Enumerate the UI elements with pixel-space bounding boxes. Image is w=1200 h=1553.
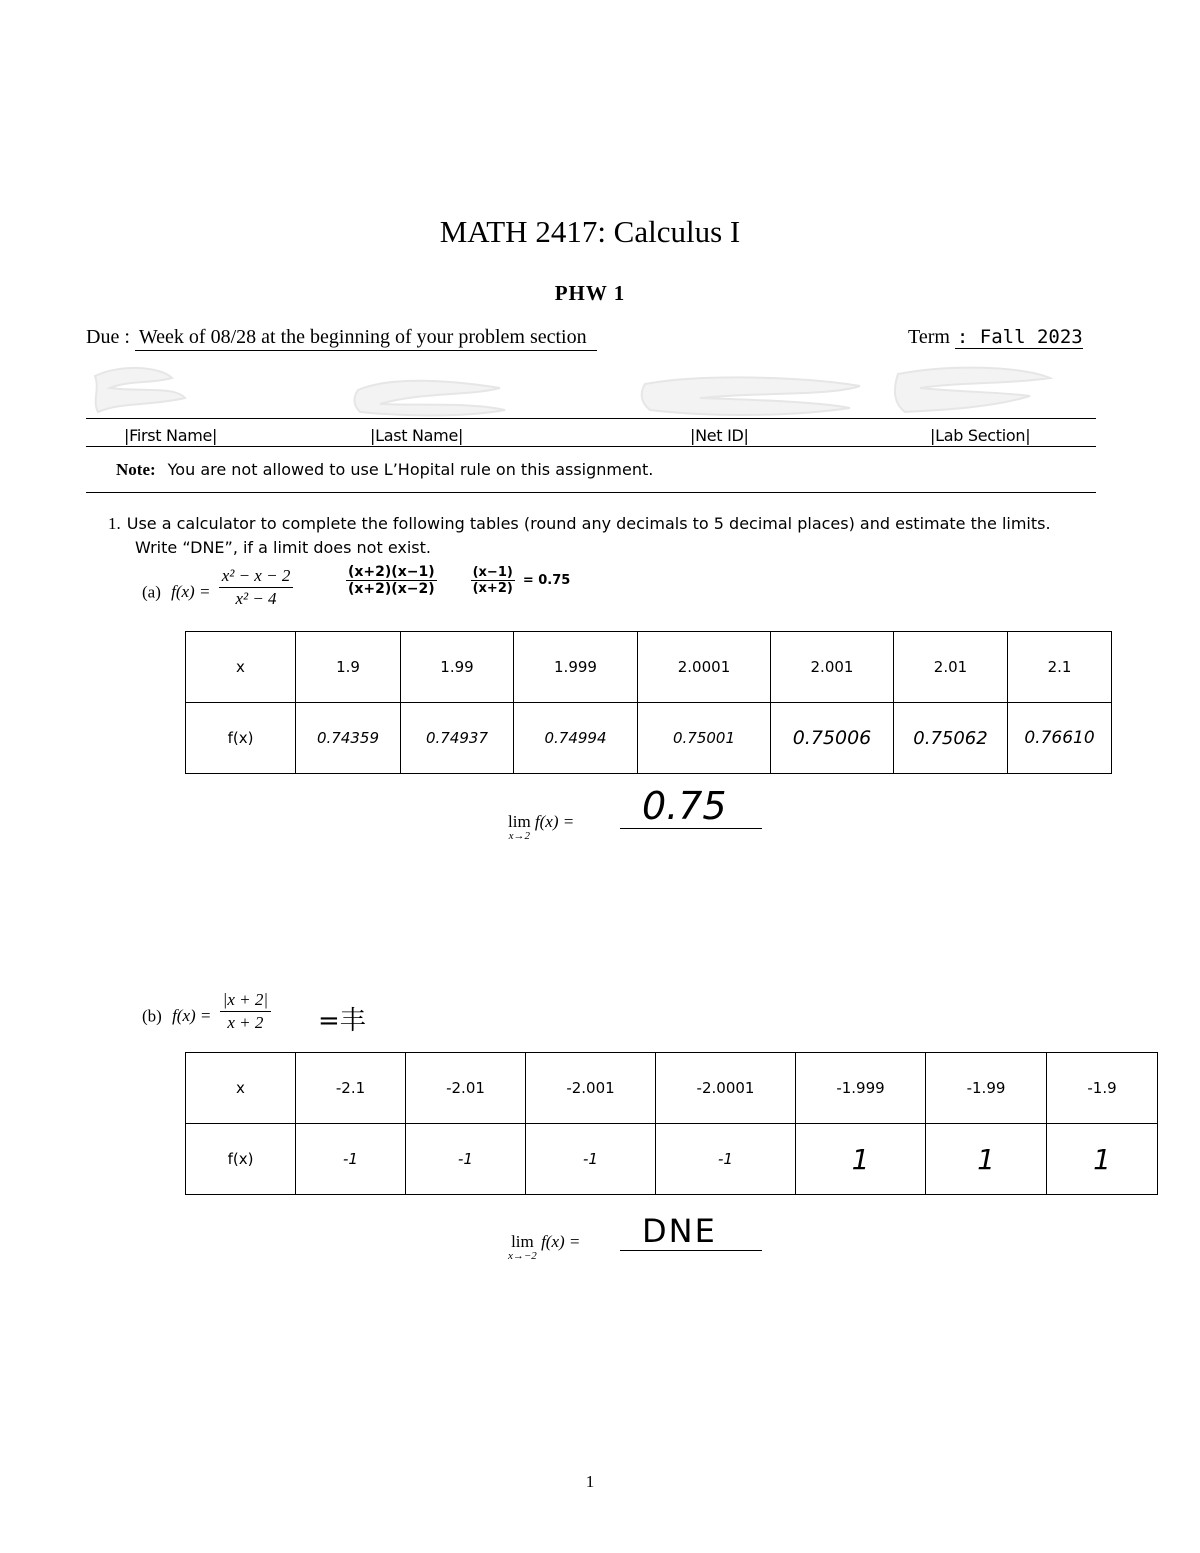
limit-expression: f(x) =	[534, 812, 575, 831]
fx-value: 0.74359	[296, 703, 401, 774]
part-b-label: (b)	[142, 1006, 162, 1026]
part-b-func: f(x) =	[172, 1006, 212, 1026]
fx-value: -1	[406, 1124, 526, 1195]
limit-subscript: x→−2	[508, 1250, 537, 1262]
note	[116, 460, 653, 480]
table-row	[186, 632, 1112, 703]
limit-operator	[508, 812, 531, 842]
page-title: MATH 2417: Calculus I	[439, 214, 741, 249]
fx-value: -1	[296, 1124, 406, 1195]
part-a-limit-answer: 0.75	[642, 784, 727, 828]
x-value: -1.99	[926, 1053, 1047, 1124]
question-text-line1: Use a calculator to complete the following tables (round any decimals to 5 decimal places) and estimate the limits.	[126, 514, 1051, 533]
term-value: : Fall 2023	[956, 326, 1083, 348]
assignment-subtitle: PHW 1	[554, 281, 626, 305]
part-b-table	[185, 1052, 1158, 1195]
fx-value: -1	[526, 1124, 656, 1195]
note-label: Note:	[116, 460, 156, 479]
work-numerator: (x+2)(x−1)	[348, 564, 435, 580]
part-b-numerator: |x + 2|	[220, 990, 271, 1012]
fx-value: 0.76610	[1008, 703, 1112, 774]
last-name-label: |Last Name|	[370, 426, 464, 445]
part-a-denominator: x² − 4	[235, 589, 277, 608]
x-value: -2.1	[296, 1053, 406, 1124]
note-text: You are not allowed to use L’Hopital rule on this assignment.	[167, 460, 654, 479]
x-header: x	[186, 632, 296, 703]
answer-line	[620, 1250, 762, 1251]
fx-value: 1	[796, 1124, 926, 1195]
fx-value: 0.75006	[771, 703, 894, 774]
part-b-fraction	[220, 990, 271, 1033]
x-value: 2.1	[1008, 632, 1112, 703]
page-number: 1	[585, 1472, 595, 1491]
limit-expression: f(x) =	[541, 1232, 581, 1251]
fx-value: 0.75062	[894, 703, 1008, 774]
redaction-scribble	[0, 362, 1200, 422]
part-a-fraction	[219, 566, 294, 609]
limit-lim: lim	[511, 1232, 534, 1251]
part-b-limit-answer: DNE	[642, 1212, 717, 1250]
table-row	[186, 1124, 1158, 1195]
fx-value: 1	[1047, 1124, 1158, 1195]
divider-line	[86, 492, 1096, 493]
x-value: 2.01	[894, 632, 1008, 703]
part-a-numerator: x² − x − 2	[219, 566, 294, 588]
term-row	[908, 326, 1083, 349]
part-b-handwritten-note: =丰	[318, 1006, 366, 1036]
part-a-limit	[508, 812, 574, 842]
x-value: -2.0001	[656, 1053, 796, 1124]
part-b-limit	[508, 1232, 580, 1262]
divider-line	[86, 446, 1096, 447]
divider-line	[86, 418, 1096, 419]
limit-lim: lim	[508, 812, 531, 831]
x-value: -2.001	[526, 1053, 656, 1124]
x-value: -1.9	[1047, 1053, 1158, 1124]
due-label: Due :	[86, 326, 130, 348]
fx-value: 0.75001	[638, 703, 771, 774]
fx-header: f(x)	[186, 1124, 296, 1195]
question-text-line2: Write “DNE”, if a limit does not exist.	[135, 538, 431, 557]
fx-value: 0.74994	[514, 703, 638, 774]
x-value: 1.99	[401, 632, 514, 703]
due-row	[86, 326, 597, 351]
work-simplified-denominator: (x+2)	[472, 581, 513, 596]
x-value: 1.999	[514, 632, 638, 703]
fx-value: -1	[656, 1124, 796, 1195]
table-row	[186, 1053, 1158, 1124]
part-b-denominator: x + 2	[227, 1013, 264, 1032]
x-value: 2.0001	[638, 632, 771, 703]
x-header: x	[186, 1053, 296, 1124]
part-a-function	[142, 566, 293, 609]
work-simplified-numerator: (x−1)	[472, 565, 513, 580]
question-1	[108, 512, 1108, 560]
lab-section-label: |Lab Section|	[930, 426, 1031, 445]
question-number: 1.	[108, 514, 121, 533]
net-id-label: |Net ID|	[690, 426, 749, 445]
limit-operator	[508, 1232, 537, 1262]
fx-header: f(x)	[186, 703, 296, 774]
part-a-table	[185, 631, 1112, 774]
x-value: 1.9	[296, 632, 401, 703]
part-a-label: (a)	[142, 582, 161, 602]
x-value: -1.999	[796, 1053, 926, 1124]
first-name-label: |First Name|	[124, 426, 218, 445]
x-value: 2.001	[771, 632, 894, 703]
work-denominator: (x+2)(x−2)	[348, 581, 435, 597]
part-a-handwritten-work	[346, 564, 570, 597]
answer-line	[620, 828, 762, 829]
x-value: -2.01	[406, 1053, 526, 1124]
part-a-func: f(x) =	[171, 582, 211, 602]
limit-subscript: x→2	[508, 830, 531, 842]
fx-value: 0.74937	[401, 703, 514, 774]
term-label: Term	[908, 326, 950, 348]
work-result: = 0.75	[522, 573, 571, 588]
part-b-function	[142, 990, 271, 1033]
fx-value: 1	[926, 1124, 1047, 1195]
table-row	[186, 703, 1112, 774]
due-value: Week of 08/28 at the beginning of your problem section	[135, 326, 597, 351]
